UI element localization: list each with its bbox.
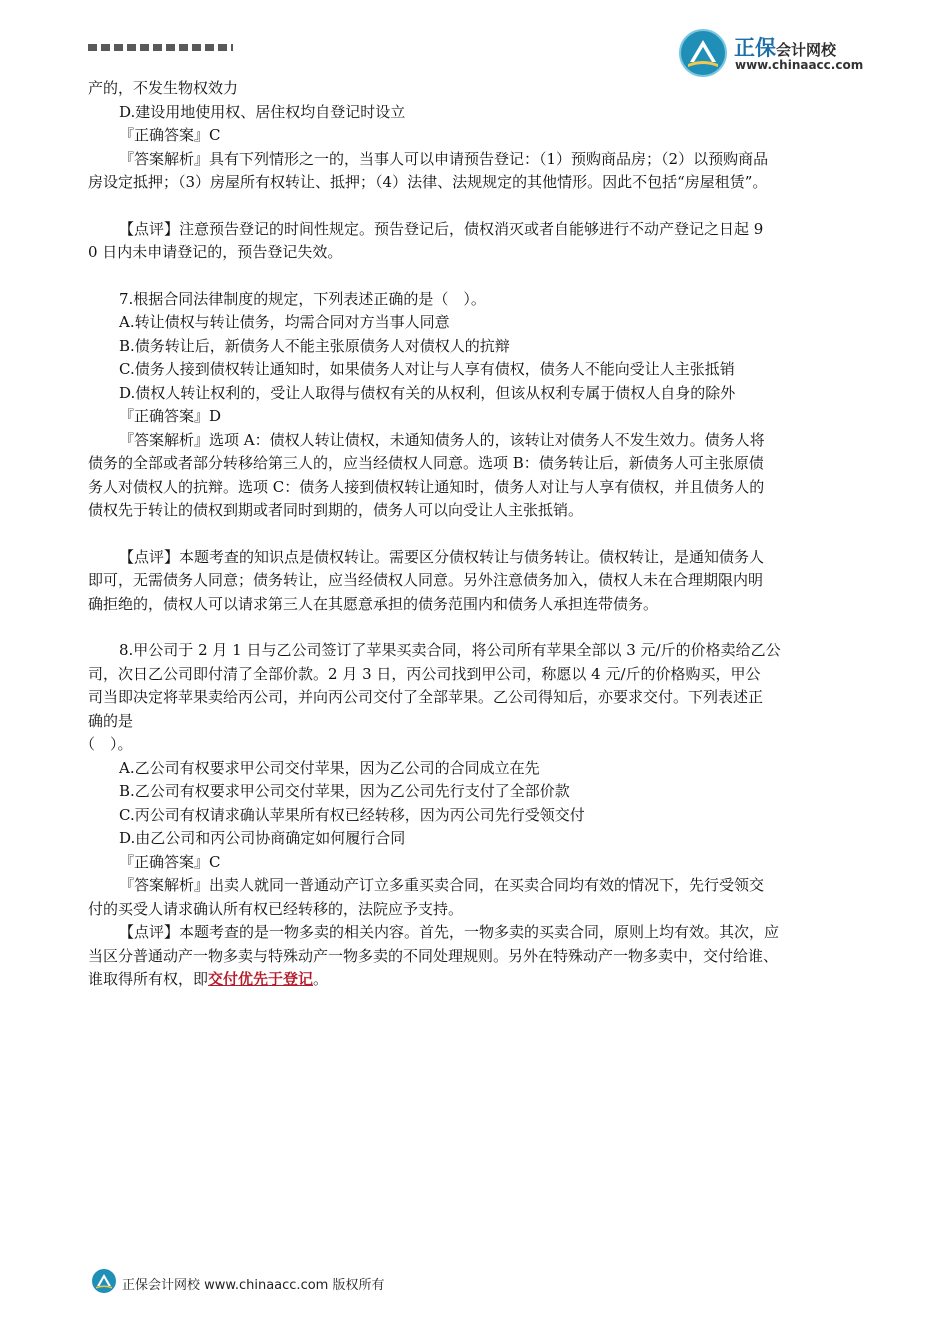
q7-analysis-cont: 债务的全部或者部分转移给第三人的，应当经债权人同意。选项 B：债务转让后，新债务人可主张原债 (88, 454, 764, 472)
question-8: 8.甲公司于 2 月 1 日与乙公司签订了苹果买卖合同，将公司所有苹果全部以 3 元/斤的价格卖给乙公 (119, 641, 781, 659)
question-8-cont: 司，次日乙公司即付清了全部价款。2 月 3 日，丙公司找到甲公司，称愿以 4 元/斤的价格购买，甲公 (88, 664, 761, 683)
q8-option-a: A.乙公司有权要求甲公司交付苹果，因为乙公司的合同成立在先 (119, 758, 540, 777)
q7-option-d: D.债权人转让权利的，受让人取得与债权有关的从权利，但该从权利专属于债权人自身的除外 (119, 383, 736, 402)
q7-correct-answer: 『正确答案』D (119, 407, 222, 425)
answer-analysis-cont: 房设定抵押；（3）房屋所有权转让、抵押；（4）法律、法规规定的其他情形。因此不包括“房屋租赁”。 (88, 173, 768, 191)
q8-comment: 【点评】本题考查的是一物多卖的相关内容。首先，一物多卖的买卖合同，原则上均有效。其次，应 (119, 923, 780, 941)
q7-comment-cont: 确拒绝的，债权人可以请求第三人在其愿意承担的债务范围内和债务人承担连带债务。 (88, 594, 659, 613)
q8-analysis: 『答案解析』出卖人就同一普通动产订立多重买卖合同，在买卖合同均有效的情况下，先行受领交 (119, 876, 765, 894)
question-8-cont: 司当即决定将苹果卖给丙公司，并向丙公司交付了全部苹果。乙公司得知后，亦要求交付。下列表述正 (88, 688, 764, 706)
q7-analysis: 『答案解析』选项 A：债权人转让债权，未通知债务人的，该转让对债务人不发生效力。债务人将 (119, 430, 765, 449)
document-body (80, 77, 888, 992)
highlight-link[interactable]: 交付优先于登记 (208, 970, 314, 988)
q8-comment-text: 谁取得所有权，即 (88, 970, 209, 988)
comment: 【点评】注意预告登记的时间性规定。预告登记后，债权消灭或者自能够进行不动产登记之日起 9 (119, 219, 764, 238)
question-8-blank: （ ）。 (80, 735, 133, 753)
q7-analysis-cont: 债权先于转让的债权到期或者同时到期的，债务人可以向受让人主张抵销。 (88, 501, 584, 519)
option-d: D.建设用地使用权、居住权均自登记时设立 (119, 102, 406, 121)
q8-option-c: C.丙公司有权请求确认苹果所有权已经转移，因为丙公司先行受领交付 (119, 805, 585, 824)
q8-comment-end: 。 (313, 970, 329, 988)
q8-comment-cont (88, 968, 888, 992)
question-7: 7.根据合同法律制度的规定，下列表述正确的是（ ）。 (119, 289, 486, 308)
correct-answer: 『正确答案』C (119, 126, 221, 144)
footer-copyright: 正保会计网校 www.chinaacc.com 版权所有 (122, 1278, 385, 1293)
brand-logo[interactable] (678, 28, 878, 78)
question-8-cont: 确的是 (88, 711, 134, 730)
q8-option-d: D.由乙公司和丙公司协商确定如何履行合同 (119, 829, 406, 847)
q8-comment-cont: 当区分普通动产一物多卖与特殊动产一物多卖的不同处理规则。另外在特殊动产一物多卖中，交付给谁、 (88, 946, 779, 965)
q7-option-b: B.债务转让后，新债务人不能主张原债务人对债权人的抗辩 (119, 336, 510, 355)
logo-mark-icon (678, 28, 728, 78)
footer-logo-icon (91, 1268, 117, 1294)
logo-name-main: 正保 (734, 36, 776, 60)
q8-option-b: B.乙公司有权要求甲公司交付苹果，因为乙公司先行支付了全部价款 (119, 782, 570, 800)
answer-analysis: 『答案解析』具有下列情形之一的，当事人可以申请预告登记：（1）预购商品房；（2）以预购商品 (119, 149, 769, 168)
q7-option-c: C.债务人接到债权转让通知时，如果债务人对让与人享有债权，债务人不能向受让人主张抵销 (119, 360, 735, 378)
cropped-text-fragment (88, 44, 233, 51)
q7-analysis-cont: 务人对债权人的抗辩。选项 C：债务人接到债权转让通知时，债务人对让与人享有债权，并且债务人的 (88, 477, 765, 496)
logo-name-sub: 会计网校 (776, 41, 837, 59)
q7-comment: 【点评】本题考查的知识点是债权转让。需要区分债权转让与债务转让。债权转让，是通知债务人 (119, 547, 765, 566)
q7-option-a: A.转让债权与转让债务，均需合同对方当事人同意 (119, 313, 450, 331)
q8-correct-answer: 『正确答案』C (119, 852, 221, 871)
q7-comment-cont: 即可，无需债务人同意；债务转让，应当经债权人同意。另外注意债务加入，债权人未在合理期限内明 (88, 571, 764, 589)
comment-cont: 0 日内未申请登记的，预告登记失效。 (88, 243, 343, 261)
text-line: 产的，不发生物权效力 (88, 79, 239, 97)
logo-url: www.chinaacc.com (735, 58, 864, 72)
q8-analysis-cont: 付的买受人请求确认所有权已经转移的，法院应予支持。 (88, 899, 464, 918)
